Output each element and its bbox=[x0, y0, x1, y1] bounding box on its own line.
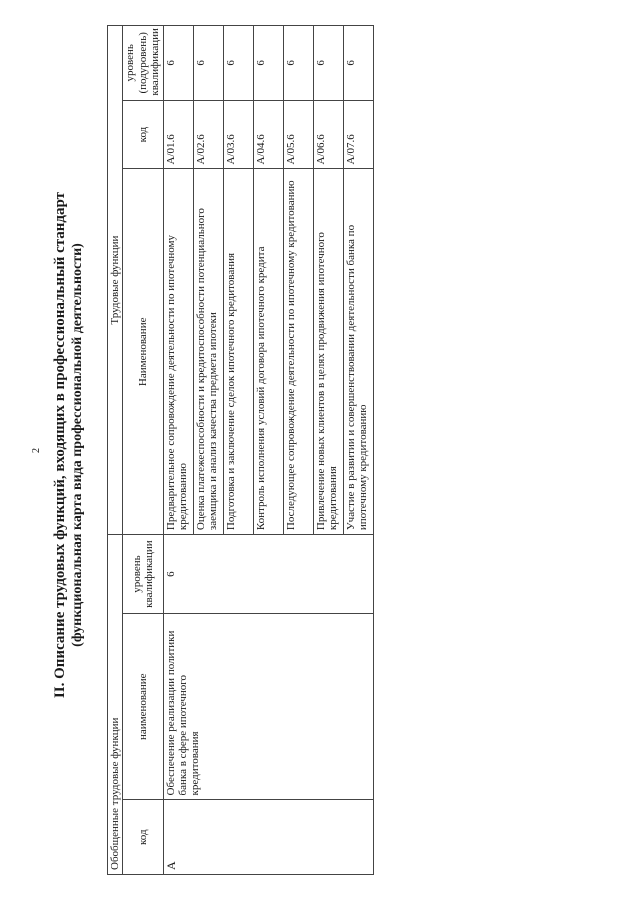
func-name-cell: Участие в развитии и совершенствовании деятельности банка по ипотечному кредитованию bbox=[343, 169, 373, 535]
func-name-cell: Контроль исполнения условий договора ипотечного кредита bbox=[253, 169, 283, 535]
gen-name-cell: Обеспечение реализации политики банка в сфере ипотечного кредитования bbox=[163, 614, 373, 800]
section-title bbox=[50, 0, 86, 895]
labor-functions-header: Трудовые функции bbox=[108, 26, 123, 535]
func-name-cell: Предварительное сопровождение деятельности по ипотечному кредитованию bbox=[163, 169, 193, 535]
func-level-cell: 6 bbox=[253, 26, 283, 101]
gen-level-header: уровень квалификации bbox=[123, 535, 163, 614]
func-code-cell: A/01.6 bbox=[163, 100, 193, 169]
gen-name-header: наименование bbox=[123, 614, 163, 800]
title-text: II. Описание трудовых функций, входящих в профессиональный стандарт bbox=[52, 191, 68, 699]
gen-code-header: код bbox=[123, 800, 163, 875]
func-code-header: код bbox=[123, 100, 163, 169]
func-name-cell: Привлечение новых клиентов в целях продвижения ипотечного кредитования bbox=[313, 169, 343, 535]
generalized-functions-header: Обобщенные трудовые функции bbox=[108, 535, 123, 875]
subtitle-text: (функциональная карта вида профессиональной деятельности) bbox=[70, 243, 85, 647]
func-code-cell: A/05.6 bbox=[283, 100, 313, 169]
func-name-cell: Оценка платежеспособности и кредитоспособности потенциального заемщика и анализ качества предмета ипотеки bbox=[193, 169, 223, 535]
func-name-cell: Подготовка и заключение сделок ипотечного кредитования bbox=[223, 169, 253, 535]
func-code-cell: A/04.6 bbox=[253, 100, 283, 169]
table-row bbox=[163, 26, 193, 875]
func-code-cell: A/07.6 bbox=[343, 100, 373, 169]
func-level-cell: 6 bbox=[163, 26, 193, 101]
rotated-page-content bbox=[50, 0, 610, 895]
group-header-row bbox=[108, 26, 123, 875]
func-level-cell: 6 bbox=[313, 26, 343, 101]
func-code-cell: A/03.6 bbox=[223, 100, 253, 169]
column-header-row bbox=[123, 26, 163, 875]
func-level-header: уровень (подуровень) квалификации bbox=[123, 26, 163, 101]
func-name-cell: Последующее сопровождение деятельности по ипотечному кредитованию bbox=[283, 169, 313, 535]
page-number: 2 bbox=[31, 448, 42, 453]
func-level-cell: 6 bbox=[343, 26, 373, 101]
func-level-cell: 6 bbox=[223, 26, 253, 101]
gen-level-cell: 6 bbox=[163, 535, 373, 614]
func-level-cell: 6 bbox=[283, 26, 313, 101]
func-level-cell: 6 bbox=[193, 26, 223, 101]
gen-code-cell: A bbox=[163, 800, 373, 875]
functional-map-table bbox=[107, 25, 374, 875]
func-name-header: Наименование bbox=[123, 169, 163, 535]
func-code-cell: A/06.6 bbox=[313, 100, 343, 169]
func-code-cell: A/02.6 bbox=[193, 100, 223, 169]
